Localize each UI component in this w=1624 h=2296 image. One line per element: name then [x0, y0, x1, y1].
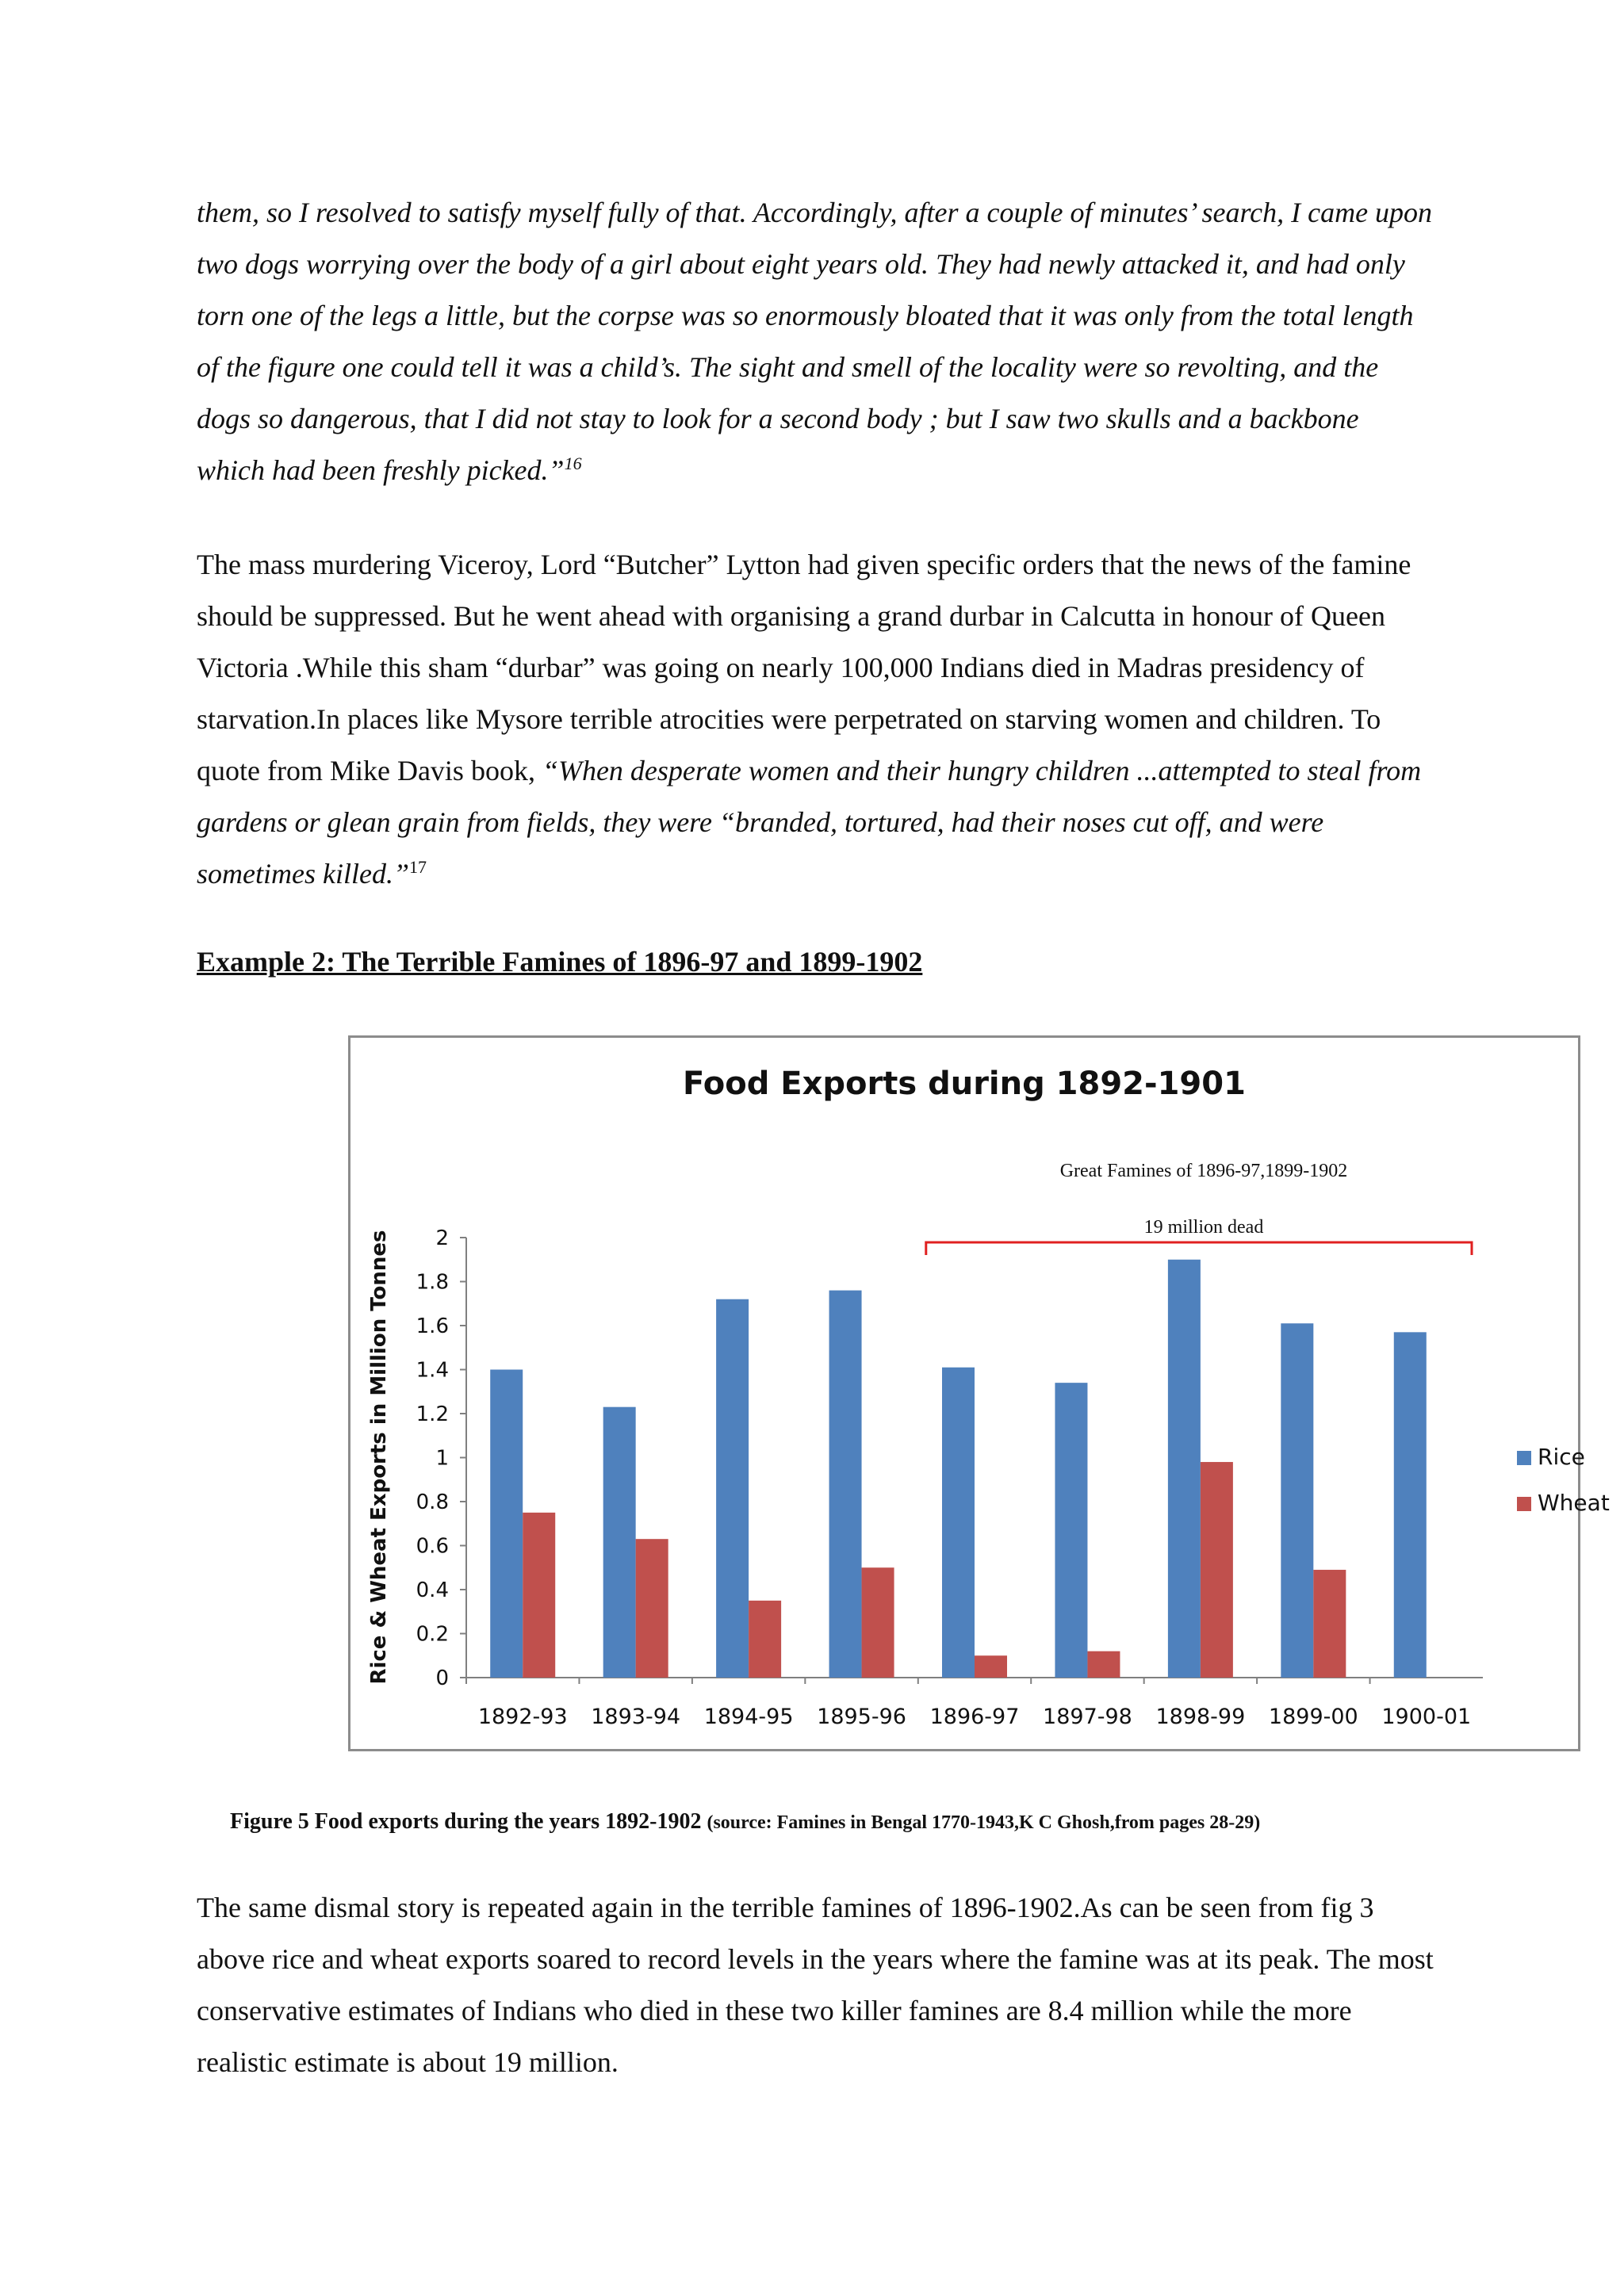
y-tick-label: 0.8 [416, 1490, 449, 1514]
x-tick-label: 1898-99 [1155, 1705, 1246, 1729]
rice-bar [942, 1368, 975, 1678]
y-tick-label: 1 [435, 1446, 449, 1471]
wheat-bar [1313, 1570, 1346, 1678]
x-tick-label: 1896-97 [929, 1705, 1020, 1729]
quote-text: them, so I resolved to satisfy myself fully of that. Accordingly, after a couple of minutes’ search, I came upon two dogs worrying over the body of a girl about eight years old. They had newly attacked it, and had only torn one of the legs a little, but the corpse was so enormously bloated that it was only from the total length of the figure one could tell it was a child’s. The sight and smell of the locality were so revolting, and the dogs so dangerous, that I did not stay to look for a second body ; but I saw two skulls and a backbone which had been freshly picked.” [197, 197, 1433, 486]
rice-bar [1394, 1332, 1427, 1678]
wheat-bar [523, 1513, 555, 1678]
caption-source: (source: Famines in Bengal 1770-1943,K C Ghosh,from pages 28-29) [707, 1812, 1261, 1833]
y-tick-label: 1.2 [416, 1402, 449, 1426]
x-tick-label: 1899-00 [1268, 1705, 1358, 1729]
rice-bar [829, 1291, 862, 1678]
x-tick-label: 1894-95 [703, 1705, 794, 1729]
y-tick-label: 0.2 [416, 1622, 449, 1647]
rice-bar [603, 1407, 636, 1678]
legend-swatch-rice [1517, 1451, 1531, 1465]
y-tick-label: 1.6 [416, 1314, 449, 1338]
legend-label-wheat: Wheat [1538, 1490, 1610, 1516]
food-exports-chart [350, 1038, 1610, 1749]
quote-continuation [197, 187, 1434, 496]
wheat-bar [975, 1655, 1007, 1678]
legend-swatch-wheat [1517, 1497, 1531, 1511]
y-tick-label: 0 [435, 1667, 449, 1690]
wheat-bar [749, 1601, 781, 1678]
x-tick-label: 1900-01 [1381, 1705, 1472, 1729]
y-tick-label: 2 [435, 1226, 449, 1250]
plot-area [416, 1226, 1610, 1729]
lytton-paragraph [197, 539, 1434, 900]
famine-bracket [926, 1242, 1472, 1255]
chart-title: Food Exports during 1892-1901 [683, 1066, 1246, 1102]
y-tick-label: 1.8 [416, 1270, 449, 1295]
rice-bar [1168, 1260, 1201, 1678]
davis-quote: “When desperate women and their hungry children ...attempted to steal from gardens or glean grain from fields, they were “branded, tortured, had their noses cut off, and were sometimes killed.” [197, 755, 1422, 890]
x-tick-label: 1895-96 [817, 1705, 906, 1729]
wheat-bar [1087, 1651, 1120, 1678]
wheat-bar [1201, 1462, 1233, 1678]
y-tick-label: 0.6 [416, 1534, 449, 1559]
rice-bar [1055, 1383, 1087, 1678]
chart-frame [348, 1035, 1610, 1751]
y-tick-label: 1.4 [416, 1358, 449, 1383]
footnote-16: 16 [564, 453, 582, 473]
footnote-17: 17 [408, 857, 427, 877]
lytton-text: The mass murdering Viceroy, Lord “Butcher” Lytton had given specific orders that the news of the famine should be suppressed. But he went ahead with organising a grand durbar in Calcutta in honour of Queen Victoria .While this sham “durbar” was going on nearly 100,000 Indians died in Madras presidency of starvation.In places like Mysore terrible atrocities were perpetrated on starving women and children. To quote from Mike Davis book, [197, 549, 1411, 786]
rice-bar [490, 1370, 523, 1678]
famine-label: Great Famines of 1896-97,1899-1902 [1059, 1161, 1348, 1181]
rice-bar [716, 1299, 749, 1678]
wheat-bar [636, 1539, 668, 1678]
x-tick-label: 1893-94 [591, 1705, 681, 1729]
x-tick-label: 1892-93 [477, 1705, 568, 1729]
dead-label: 19 million dead [1143, 1217, 1264, 1238]
dismal-paragraph: The same dismal story is repeated again in the terrible famines of 1896-1902.As can be seen from fig 3 above rice and wheat exports soared to record levels in the years where the famine was at its peak. The most conservative estimates of Indians who died in these two killer famines are 8.4 million while the more realistic estimate is about 19 million. [197, 1892, 1434, 2078]
caption-main: Figure 5 Food exports during the years 1892-1902 [230, 1809, 707, 1834]
section-heading: Example 2: The Terrible Famines of 1896-97 and 1899-1902 [197, 946, 923, 978]
legend-label-rice: Rice [1538, 1444, 1585, 1470]
wheat-bar [862, 1567, 894, 1678]
rice-bar [1281, 1323, 1313, 1678]
x-tick-label: 1897-98 [1043, 1705, 1132, 1729]
y-tick-label: 0.4 [416, 1578, 449, 1602]
y-axis-label: Rice & Wheat Exports in Million Tonnes [367, 1230, 391, 1685]
figure-caption [230, 1809, 1260, 1835]
